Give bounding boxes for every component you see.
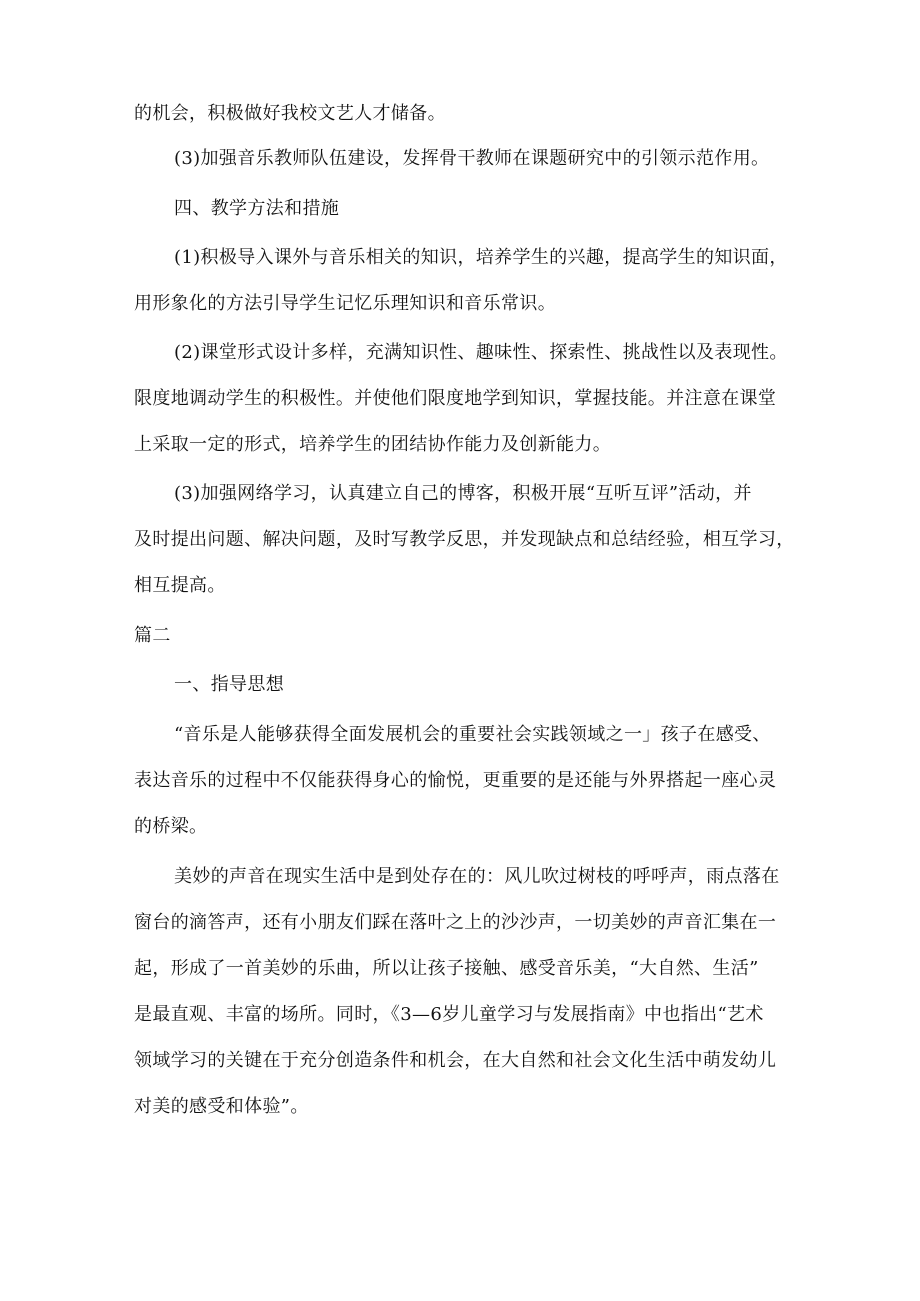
text-line: 的机会，积极做好我校文艺人才储备。	[134, 103, 446, 124]
text-line: 起，形成了一首美妙的乐曲，所以让孩子接触、感受音乐美，“大自然、生活”	[134, 958, 759, 979]
text-line: 用形象化的方法引导学生记忆乐理知识和音乐常识。	[134, 293, 557, 314]
text-line: “音乐是人能够获得全面发展机会的重要社会实践领域之一」孩子在感受、	[174, 724, 771, 745]
text-line: 的桥梁。	[134, 816, 208, 837]
text-line: (1)积极导入课外与音乐相关的知识，培养学生的兴趣，提高学生的知识面，	[174, 247, 788, 268]
text-line: 表达音乐的过程中不仅能获得身心的愉悦，更重要的是还能与外界搭起一座心灵	[134, 770, 777, 791]
text-line: 上采取一定的形式，培养学生的团结协作能力及创新能力。	[134, 434, 612, 455]
section-heading: 四、教学方法和措施	[174, 198, 340, 219]
text-line: 领域学习的关键在于充分创造条件和机会，在大自然和社会文化生活中萌发幼儿	[134, 1050, 777, 1071]
text-line: 美妙的声音在现实生活中是到处存在的：风儿吹过树枝的呼呼声，雨点落在	[174, 866, 780, 887]
text-line: 相互提高。	[134, 575, 226, 596]
text-line: (3)加强网络学习，认真建立自己的博客，积极开展“互听互评”活动，并	[174, 483, 752, 504]
text-line: 限度地调动学生的积极性。并使他们限度地学到知识，掌握技能。并注意在课堂	[134, 388, 777, 409]
part-heading: 篇二	[134, 625, 171, 646]
text-line: (3)加强音乐教师队伍建设，发挥骨干教师在课题研究中的引领示范作用。	[174, 148, 770, 169]
text-line: 窗台的滴答声，还有小朋友们踩在落叶之上的沙沙声，一切美妙的声音汇集在一	[134, 912, 777, 933]
text-line: 及时提出问题、解决问题，及时写教学反思，并发现缺点和总结经验，相互学习，	[134, 529, 795, 550]
section-heading: 一、指导思想	[174, 674, 285, 695]
text-line: 是最直观、丰富的场所。同时，《3—6岁儿童学习与发展指南》中也指出“艺术	[134, 1004, 764, 1025]
text-line: (2)课堂形式设计多样，充满知识性、趣味性、探索性、挑战性以及表现性。	[174, 342, 788, 363]
text-line: 对美的感受和体验”。	[134, 1096, 309, 1117]
